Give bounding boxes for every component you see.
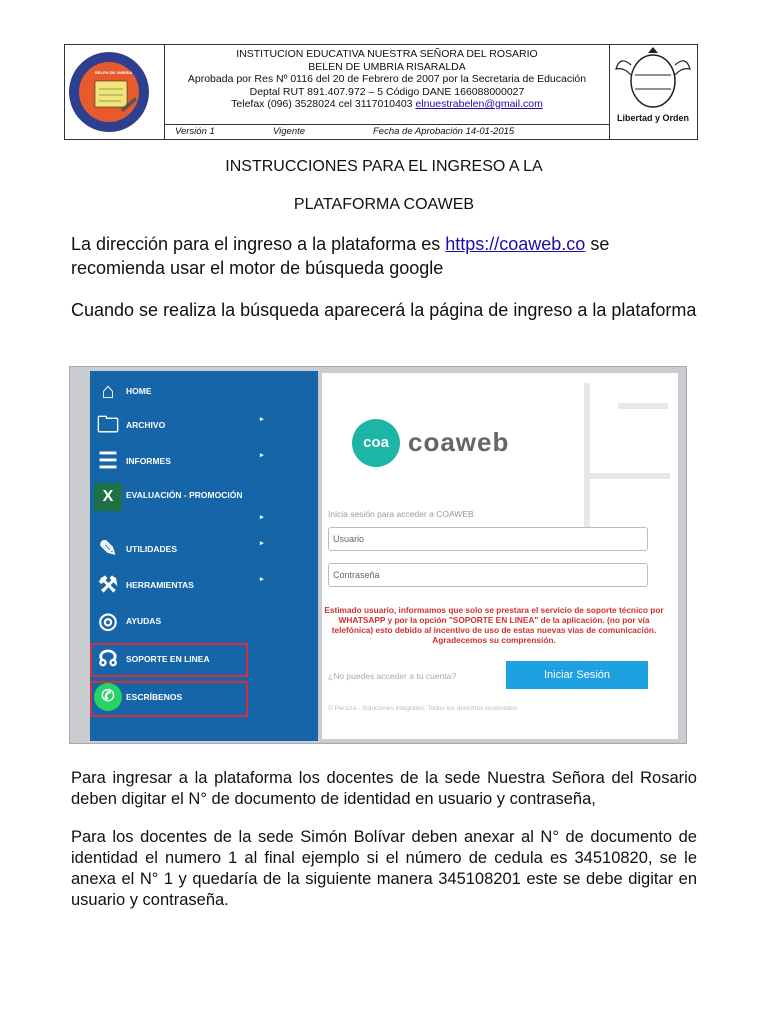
resolution-line-1: Aprobada por Res Nº 0116 del 20 de Febrero de 2007 por la Secretaria de Educación bbox=[187, 73, 587, 85]
institution-location: BELEN DE UMBRIA RISARALDA bbox=[308, 60, 466, 73]
document-header bbox=[64, 44, 698, 140]
coaweb-login-screenshot bbox=[69, 366, 687, 744]
submenu-arrow-icon: ▸ bbox=[260, 416, 264, 423]
title-line-2: PLATAFORMA COAWEB bbox=[293, 196, 475, 213]
excel-icon: X bbox=[94, 483, 122, 511]
institution-name: INSTITUCION EDUCATIVA NUESTRA SEÑORA DEL ROSARIO bbox=[236, 48, 538, 60]
menu-label: UTILIDADES bbox=[126, 544, 177, 554]
menu-item-utilidades[interactable] bbox=[90, 533, 318, 565]
menu-label: HOME bbox=[126, 386, 152, 396]
login-panel bbox=[322, 373, 678, 739]
menu-item-herramientas[interactable] bbox=[90, 569, 318, 601]
contact-text: Telefax (096) 3528024 cel 3117010403 bbox=[231, 98, 416, 110]
tools-icon: ⚒ bbox=[98, 572, 118, 597]
instructions-paragraph-1: Para ingresar a la plataforma los docentes de la sede Nuestra Señora del Rosario deben digitar el N° de documento de identidad en usuario y contraseña, bbox=[71, 769, 697, 808]
resolution-line-2: Deptal RUT 891.407.972 – 5 Código DANE 166088000027 bbox=[249, 85, 525, 98]
login-button[interactable]: Iniciar Sesión bbox=[506, 661, 648, 689]
approval-date: Fecha de Aprobación 14-01-2015 bbox=[373, 126, 515, 137]
menu-label: HERRAMIENTAS bbox=[126, 580, 194, 590]
menu-label: ARCHIVO bbox=[126, 420, 166, 430]
home-icon: ⌂ bbox=[101, 378, 115, 403]
decor-bar bbox=[618, 403, 668, 409]
intro-suffix: se recomienda usar el motor de búsqueda google bbox=[71, 234, 610, 278]
intro-paragraph bbox=[71, 232, 697, 280]
decor-bar bbox=[590, 473, 670, 479]
instructions-paragraph-2: Para los docentes de la sede Simón Bolívar deben anexar al N° de documento de identidad el numero 1 al final ejemplo si el número de cedula es 34510820, se le anexa el N° 1 y quedaría de la siguiente manera 345108201 este se debe digitar en usuario y contraseña. bbox=[71, 828, 697, 909]
version-row bbox=[165, 124, 609, 139]
email-link[interactable]: elnuestrabelen@gmail.com bbox=[415, 98, 543, 110]
login-subtitle: Inicia sesión para acceder a COAWEB bbox=[328, 509, 474, 519]
header-info bbox=[165, 45, 609, 128]
menu-item-escribenos[interactable] bbox=[90, 681, 248, 717]
lifebuoy-icon: ◎ bbox=[98, 608, 118, 633]
menu-item-archivo[interactable] bbox=[90, 409, 318, 441]
copyright-text: © Persiza - Soluciones integrales. Todos los derechos reservados bbox=[328, 705, 518, 712]
menu-item-ayudas[interactable] bbox=[90, 605, 318, 637]
forgot-account-link[interactable]: ¿No puedes acceder a tu cuenta? bbox=[328, 671, 457, 681]
support-notice: Estimado usuario, informamos que solo se prestara el servicio de soporte técnico por WHATSAPP y por la opción "SOPORTE EN LINEA" de la aplicación. (no por vía telefónica) esto debido al incentivo de uso de estas nuevas vías de comunicación. Agradecemos su comprensión. bbox=[324, 605, 664, 645]
whatsapp-icon: ✆ bbox=[94, 683, 122, 711]
title-line-1: INSTRUCCIONES PARA EL INGRESO A LA bbox=[225, 158, 543, 175]
contact-line bbox=[165, 98, 609, 111]
menu-label: SOPORTE EN LINEA bbox=[126, 654, 210, 664]
crest-caption: BELEN DE UMBRIA bbox=[95, 70, 133, 75]
menu-label: INFORMES bbox=[126, 456, 171, 466]
submenu-arrow-icon: ▸ bbox=[260, 452, 264, 459]
coaweb-link[interactable]: https://coaweb.co bbox=[445, 234, 586, 254]
submenu-arrow-icon: ▸ bbox=[260, 514, 264, 521]
menu-label: EVALUACIÓN - PROMOCIÓN bbox=[126, 490, 243, 500]
headset-icon: ☊ bbox=[98, 646, 118, 671]
coa-logo-mark: coa bbox=[352, 419, 400, 467]
menu-label: ESCRÍBENOS bbox=[126, 692, 183, 702]
menu-item-evaluacion[interactable] bbox=[90, 481, 318, 521]
submenu-arrow-icon: ▸ bbox=[260, 576, 264, 583]
menu-item-soporte-en-linea[interactable] bbox=[90, 643, 248, 677]
search-note: Cuando se realiza la búsqueda aparecerá la página de ingreso a la plataforma bbox=[71, 300, 697, 320]
intro-prefix: La dirección para el ingreso a la plataforma es bbox=[71, 234, 446, 254]
version-label: Versión 1 bbox=[175, 126, 215, 137]
seal-motto: Libertad y Orden bbox=[616, 113, 689, 123]
submenu-arrow-icon: ▸ bbox=[260, 540, 264, 547]
document-icon: ☰ bbox=[98, 448, 118, 473]
coaweb-wordmark: coaweb bbox=[408, 427, 510, 457]
national-seal bbox=[609, 45, 697, 139]
folder-icon: 🗀 bbox=[96, 412, 119, 437]
sidebar-menu bbox=[90, 371, 318, 741]
menu-item-informes[interactable] bbox=[90, 445, 318, 477]
menu-item-home[interactable] bbox=[90, 375, 318, 407]
password-field[interactable]: Contraseña bbox=[328, 563, 648, 587]
decor-bar bbox=[584, 383, 590, 533]
username-field[interactable]: Usuario bbox=[328, 527, 648, 551]
status-label: Vigente bbox=[273, 126, 306, 137]
menu-label: AYUDAS bbox=[126, 616, 162, 626]
pencil-icon: ✎ bbox=[98, 536, 118, 561]
school-crest bbox=[65, 45, 165, 139]
